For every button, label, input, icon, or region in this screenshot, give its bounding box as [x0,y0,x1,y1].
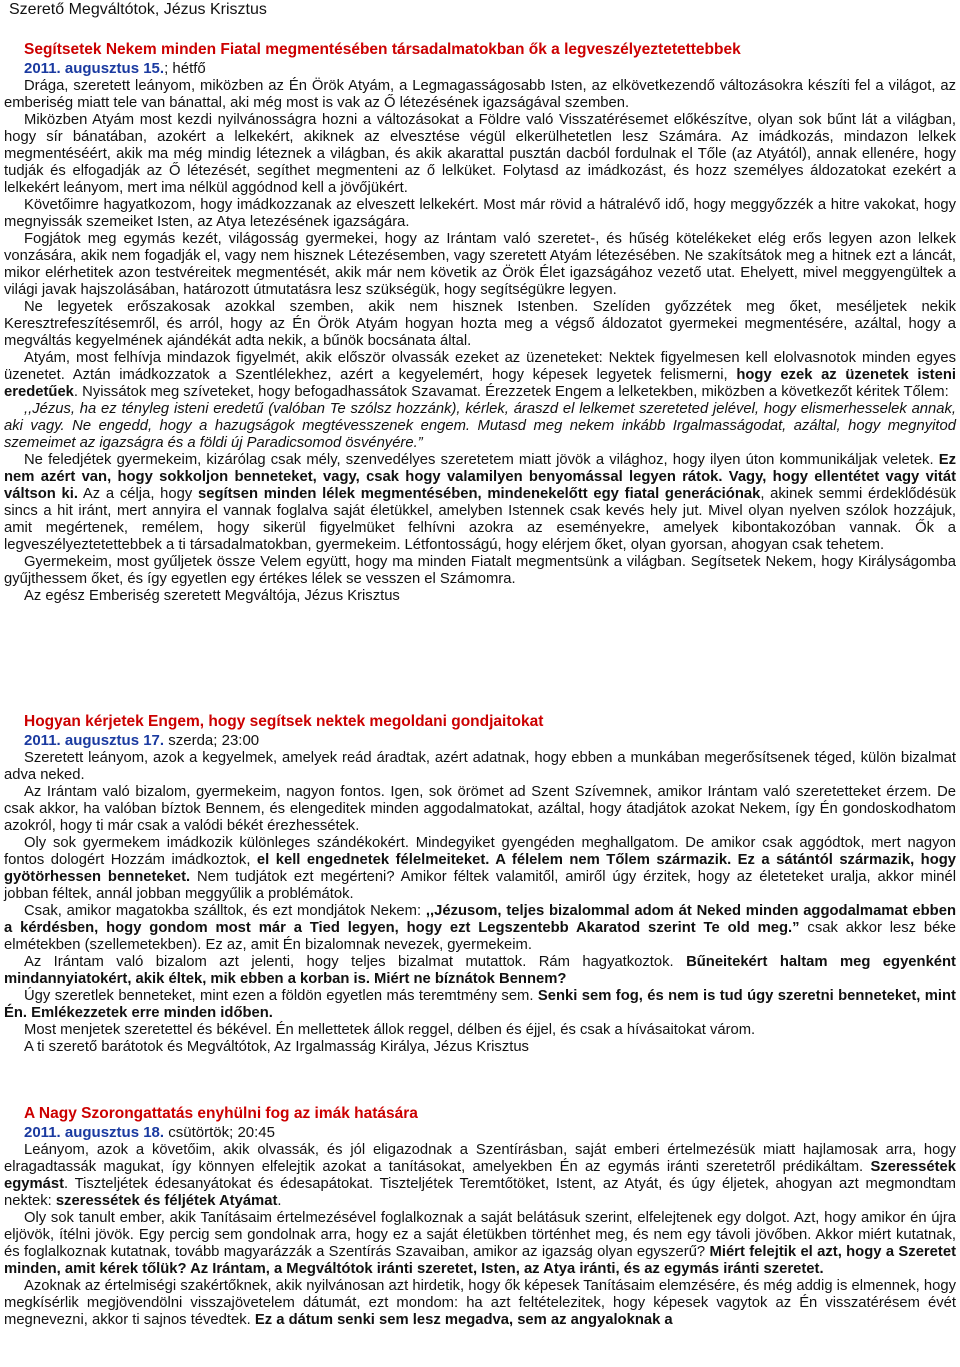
message-paragraph [4,988,956,1022]
message-paragraph [4,1022,956,1039]
message-section [4,712,956,1056]
bold-text-run: segítsen minden lélek megmentésében, mindenekelőtt egy fiatal generációnak [198,486,761,502]
text-run: Fogjátok meg egymás kezét, világosság gyermekei, hogy az Irántam való szeretet-, és hűség kötelékeket elég erős legyen azon lelkek vonzására, akik nem fogadják el, vagy nem hisznek Létezésemben, vagy szeretett Atyám létezésében. Ne szakítsátok meg a hitnek ezt a láncát, mikor elérhetitek azon testvéreitek megmentését, akik már nem követik az Örök Élet igazságához vezető utat. Ehelyett, mivel meggyengültek a világi javak hajszolásában, határozott útmutatásra lesz szükségük, hogy segítségükre legyen. [4,231,956,298]
message-date-line [4,731,956,750]
text-run: Ne legyetek erőszakosak azokkal szemben, akik nem hisznek Istenben. Szelíden győzzétek meg őket, meséljetek nekik Keresztrefeszítésemről, és arról, hogy az Én Örök Atyám hogyan hozta meg a végső áldozatot gyermekei megmentésére, azáltal, hogy a megváltás kegyelmének ajándékát adta nekik, a bűnök bocsánata által. [4,299,956,349]
text-run: Most menjetek szeretettel és békével. Én mellettetek állok reggel, délben és éjjel, és csak a hívásaitokat várom. [24,1022,756,1038]
message-paragraph [4,903,956,954]
text-run: Oly sok gyermekem imádkozik különleges szándékokért. Mindegyiket gyengéden meghallgatom. De amikor csak aggódtok, mert nagyon fontos dologért Hozzám imádkoztok, [4,835,956,868]
text-run: . [277,1193,282,1209]
message-paragraph [4,1278,956,1329]
message-paragraph [4,112,956,197]
italic-text-run: ,,Jézus, ha ez tényleg isteni eredetű (valóban Te szólsz hozzánk), kérlek, áraszd el lelkemet szereteted jelével, hogy elismerhesselek annak, aki vagy. Ne engedd, hogy a hazugságok megtévesszenek engem. Mutasd meg nekem inkább Irgalmasságodat, azáltal, hogy megnyitod szemeimet az igazságra és a földi új Paradicsomod ösvényére.” [4,401,956,451]
text-run: Úgy szeretlek benneteket, mint ezen a földön egyetlen más teremtmény sem. [24,988,538,1004]
text-run: Követőimre hagyatkozom, hogy imádkozzanak az elveszett lelkekért. Most már rövid a hátralévő idő, hogy meggyőzzék a hitre vakokat, hogy megnyissák szemeiket Isten, az Atya letezésének igazságára. [4,197,956,230]
message-signature: A ti szerető barátotok és Megváltótok, Az Irgalmasság Királya, Jézus Krisztus [24,1039,529,1055]
bold-text-run: Bűneitekért haltam meg egyenként mindannyiatokért, akik éltek, mik ebben a korban is. Miért ne bíznátok Bennem? [4,954,956,987]
text-run: Szeretett leányom, azok a kegyelmek, amelyek reád áradtak, azért adatnak, hogy ebben a munkában megerősítsenek téged, külön bizalmat adva neked. [4,750,956,783]
text-run: Gyermekeim, most gyűljetek össze Velem együtt, hogy ma minden Fiatalt megmentsünk a világban. Segítsetek Nekem, hogy Királyságomba gyűjthessem őket, és így egyetlen egy értékes lélek se vesszen el Számomra. [4,554,956,587]
text-run: . Tiszteljétek édesanyátokat és édesapátokat. Tiszteljétek Teremtőtöket, Istent, az Atyát, és úgy éljetek, ahogyan azt megmondtam nektek: [4,1176,956,1209]
text-run: Azoknak az értelmiségi szakértőknek, akik nyilvánosan azt hirdetik, hogy ők képesek Tanításaim elemzésére, és még addig is elmennek, hogy megkísérlik megjövendölni visszajövetelem dátumát, ezt mondom: ha azt feltételezitek, hogy képesek vagytok az Én visszatérésem évét megnevezni, akkor ti sajnos tévedtek. [4,1278,956,1328]
text-run: Leányom, azok a követőim, akik olvassák, és jól eligazodnak a Szentírásban, saját emberi értelmezésük miatt hajlamosak arra, hogy elragadtassák magukat, így könnyen elfelejtik azokat a tanításokat, amelyekben Én az egymás iránti szeretetről prédikáltam. [4,1142,956,1175]
bold-text-run: Miért felejtik el azt, hogy a Szeretet minden, amit kérek tőlük? Az Irántam, a Megváltótok iránti szeretet, Isten, az Atya iránti, és az egymás iránti szeretet. [4,1244,956,1277]
text-run: csak akkor lesz béke elmétekben (szellemetekben). Ez az, amit Én bizalomnak nevezek, gyermekeim. [4,920,957,953]
message-title: A Nagy Szorongattatás enyhülni fog az imák hatására [24,1105,418,1122]
text-run: Drága, szeretett leányom, miközben az Én Örök Atyám, a Legmagasságosabb Isten, az elkövetkezendő változásokra készíti fel a világot, az emberiség miatt tele van bánattal, aki még most is vak az Ő létezésének igazságával szemben. [4,78,956,111]
message-day-time: csütörtök; 20:45 [164,1124,275,1141]
bold-text-run: Ez nem azért van, hogy sokkoljon benneteket, vagy, csak hogy valamilyen benyomással legyen rátok. Vagy, hogy ellentétet vagy vitát váltson ki. [4,452,956,502]
message-paragraph [4,78,956,112]
text-run: Csak, amikor magatokba szálltok, és ezt mondjátok Nekem: [24,903,426,919]
text-run: Az Irántam való bizalom, gyermekeim, nagyon fontos. Igen, sok örömet ad Szent Szívemnek, amikor Irántam való szeretetteket érzem. De csak akkor, ha valóban bíztok Bennem, és elengeditek minden aggodalmatokat, azáltal, hogy átadjátok azokat Nekem, így Én gondoskodhatom azokról, hogy ti már csak a valódi békét érezhessétek. [4,784,956,834]
message-paragraph [4,197,956,231]
message-paragraph [4,835,956,903]
message-section [4,1104,956,1329]
text-run: Atyám, most felhívja mindazok figyelmét, akik először olvassák ezeket az üzeneteket: Nektek figyelmesen kell elolvasnotok minden egyes üzenetet. Aztán imádkozzatok a Szentlélekhez, azért a kegyelemért, hogy képesek legyetek felismerni, [4,350,956,383]
message-date: 2011. augusztus 18. [24,1124,165,1141]
bold-text-run: Szeressétek egymást [4,1159,956,1192]
message-date-line [4,1123,956,1142]
text-run: , akinek semmi érdeklődésük sincs a hit iránt, mert annyira el vannak foglalva saját életükkel, amelyben Istennek csak kevés hely jut. Mivel olyan nyelven szólok hozzájuk, amit megértenek, remélem, hogy sikerül figyelmüket felhívni azokra az eseményekre, amelyek kibontakozóban vannak. Ők a legveszélyeztetettebbek a ti társadalmatokban, gyermekeim. Létfontosságú, hogy elérjem őket, olyan gyorsan, ahogyan csak tehetem. [4,486,956,553]
message-paragraph [4,750,956,784]
bold-text-run: szeressétek és féljétek Atyámat [55,1193,278,1209]
message-paragraph [4,954,956,988]
bold-text-run: hogy ezek az üzenetek isteni eredetűek [4,367,956,400]
message-day-time: ; hétfő [164,60,206,77]
message-paragraph [4,554,956,588]
text-run: Miközben Atyám most kezdi nyilvánosságra hozni a változásokat a Földre való Visszatérésemet előkészítve, olyan sok bűnt lát a világban, hogy sír bánatában, azokért a lelkekért, akiknek az elvesztése végül elkerülhetetlen lesz Számára. Az imádkozás, mindazon lelkek megmentéséért, akik ma még mindig léteznek a világban, és akik akarattal pusztán dacból fordulnak el Tőle (az Atyától), annak ellenére, hogy tudják és elfogadják az Ő létezését, segíthet megmenteni az ő lelküket. Folytasd az imádkozást, és hozz személyes áldozatokat ezekért a lelkekért leányom, mert ima nélkül aggódnod kell a jövőjükért. [4,112,956,196]
text-run: Az Irántam való bizalom azt jelenti, hogy teljes bizalmat mutattok. Rám hagyatkoztok. [24,954,687,970]
message-paragraph [4,1142,956,1210]
text-run: Ne feledjétek gyermekeim, kizárólag csak mély, szenvedélyes szeretetem miatt jövök a világhoz, hogy ilyen úton kommunikáljak veletek. [24,452,939,468]
message-title: Hogyan kérjetek Engem, hogy segítsek nektek megoldani gondjaitokat [24,713,544,730]
message-paragraph [4,1210,956,1278]
message-paragraph [4,299,956,350]
message-date: 2011. augusztus 15. [24,60,165,77]
message-signature: Az egész Emberiség szeretett Megváltója, Jézus Krisztus [24,588,400,604]
message-day-time: szerda; 23:00 [164,732,260,749]
message-section [4,40,956,605]
message-paragraph [4,452,956,554]
message-paragraph [4,401,956,452]
text-run: Az a célja, hogy [78,486,198,502]
page-header: Szerető Megváltótok, Jézus Krisztus [9,1,267,18]
message-title: Segítsetek Nekem minden Fiatal megmentésében társadalmatokban ők a legveszélyeztetettebbek [24,41,741,58]
message-date-line [4,59,956,78]
bold-text-run: ,,Jézusom, teljes bizalommal adom át Neked minden aggodalmamat ebben a kérdésben, hogy gondom most már a Tied legyen, hogy ezt Legszentebb Akaratod szerint Te old meg.” [4,903,956,936]
message-paragraph [4,350,956,401]
message-paragraph [4,784,956,835]
text-run: Nem tudjátok ezt megérteni? Amikor féltek valamitől, amiről úgy érzitek, hogy az életeteket uralja, akkor minél jobban féltek, annál jobban meggyűlik a problémátok. [4,869,956,902]
bold-text-run: Ez a dátum senki sem lesz megadva, sem az angyaloknak a [254,1312,673,1328]
bold-text-run: el kell engednetek félelmeiteket. A félelem nem Tőlem származik. Ez a sátántól származik, hogy gyötörhessen benneteket. [4,852,956,885]
bold-text-run: Senki sem fog, és nem is tud úgy szeretni benneteket, mint Én. Emlékezzetek erre minden időben. [4,988,956,1021]
message-paragraph [4,231,956,299]
text-run: Oly sok tanult ember, akik Tanításaim értelmezésével foglalkoznak a saját belátásuk szerint, elfelejtenek egy dolgot. Azt, hogy amikor én újra eljövök, ítélni jövök. Egy percig sem gondolnak arra, hogy ez a saját életükben történhet meg, és nem egy távoli jövőben. Akkor miért kutatnak, és foglalkoznak kutatnak, tovább magyarázzák a Szentírás Szavaiban, amikor az igazság olyan egyszerű? [4,1210,956,1260]
text-run: . Nyissátok meg szíveteket, hogy befogadhassátok Szavamat. Érezzetek Engem a lelketekben, miközben a következőt kéritek Tőlem: [73,384,949,400]
message-date: 2011. augusztus 17. [24,732,165,749]
